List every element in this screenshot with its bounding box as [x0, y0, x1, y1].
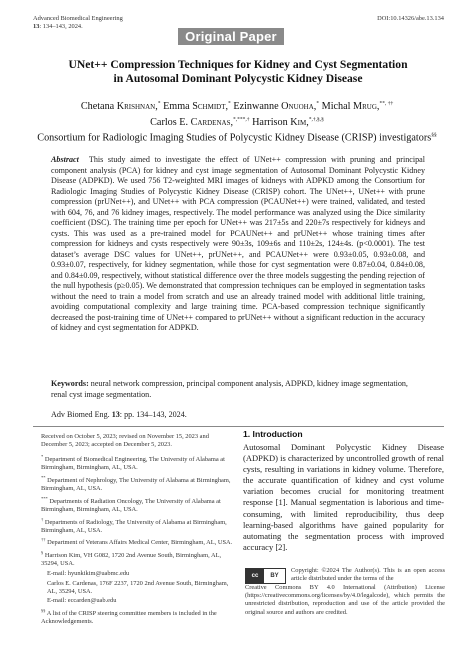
email-kim[interactable]: E-mail: hyunkikim@uabmc.edu: [47, 569, 130, 577]
affiliation: * Department of Biomedical Engineering, The University of Alabama at Birmingham, Birmingham, AL, USA.: [41, 454, 225, 472]
section-heading-introduction: 1. Introduction: [243, 429, 303, 439]
citation: Adv Biomed Eng. 13: pp. 134–143, 2024.: [51, 410, 187, 419]
license-text: Creative Commons BY 4.0 International (Attribution) License (https://creativecommons.org/licenses/by/4.0/legalcode), which permits the unrestricted distribution, reproduction and use of the article provided the original source and authors are credited.: [245, 584, 445, 616]
journal-name: Advanced Biomedical Engineering: [33, 15, 123, 22]
journal-header: [33, 15, 123, 31]
title-line-2: in Autosomal Dominant Polycystic Kidney Disease: [113, 72, 363, 85]
affiliation: †† Department of Veterans Affairs Medical Center, Birmingham, AL, USA.: [41, 537, 233, 547]
author-kim: Harrison Kim,*,†,§,§: [252, 116, 324, 128]
crisp-note: §§ A list of the CRISP steering committee members is included in the Acknowledgements.: [41, 607, 217, 626]
author-list: [30, 98, 444, 144]
received-dates: Received on October 5, 2023; revised on November 15, 2023 and December 5, 2023; accepted on December 5, 2023.: [41, 433, 209, 449]
author-mrug: Michal Mrug,**, ††: [321, 101, 394, 113]
author-consortium: Consortium for Radiologic Imaging Studies of Polycystic Kidney Disease (CRISP) investigators§§: [37, 131, 437, 144]
paper-title: [40, 58, 436, 86]
author-cardenas: Carlos E. Cardenas,*,***,†: [150, 116, 250, 128]
abstract-label: Abstract: [51, 155, 79, 164]
copyright-notice: Copyright: ©2024 The Author(s). This is an open access article distributed under the terms of the: [291, 567, 445, 583]
email-cardenas[interactable]: E-mail: eccarden@uab.edu: [47, 597, 117, 605]
journal-volume-line: [33, 23, 123, 31]
keywords-text: neural network compression, principal component analysis, ADPKD, kidney image segmentation, renal cyst image segmentation.: [51, 379, 408, 399]
journal-volume: 13: [33, 23, 40, 30]
author-line-2: [30, 113, 444, 128]
abstract-text: This study aimed to investigate the effect of UNet++ compression with pruning and principal component analysis (PCA) for kidney and cyst image segmentation of Autosomal Dominant Polycystic Kidney Disease (ADPKD). We used 756 T2-weighted MRI images of kidneys with ADPKD among the Consortium for Radiologic Imaging Studies of Polycystic Kidney Disease (CRISP) cohort. The UNet++, UNet++ with prune compression (prUNet++), and UNet++ with PCA compression (PCAUNet++) were trained, validated, and tested with 604, 76, and 76 kidney images, respectively. The model performance was analyzed using the Dice similarity coefficient (DSC). The training time per epoch for UNet++ was 217±5s and 220±7s respectively for kidneys and cysts. This was used as a pre-trained model for PCAUNet++ and prUNet++ whose training times after compression for kidneys and cysts respectively were 90±3s, 109±6s and 110±2s, 124±4s. (p<0.0001). The test dataset’s average DSC values for UNet++, prUNet++, and PCAUNet++ were 0.93±0.05, 0.93±0.08, and 0.93±0.07, respectively, for kidney segmentation, while those for cyst segmentation were 0.87±0.04, 0.84±0.08, and 0.84±0.09, respectively, without statistical difference over the three models suggesting the pending rejection of the null hypothesis (p≥0.05). We demonstrated that compression techniques can be employed in segmentation tasks without the need to train a model from scratch and use an already trained model with additional little training, avoiding computational complexity and large training time. PCA-based compression technique significantly decreased the post-training time of UNet++ compared to prUNet++ without a significant reduction in the accuracy of kidney and cyst segmentation for ADPKD.: [51, 155, 425, 332]
affiliation: *** Departments of Radiation Oncology, The University of Alabama at Birmingham, Birmingham, AL, USA.: [41, 495, 221, 514]
affiliation-list: [41, 453, 235, 568]
affiliation: † Departments of Radiology, The University of Alabama at Birmingham, Birmingham, AL, USA.: [41, 516, 227, 534]
author-krishnan: Chetana Krishnan,*: [80, 101, 161, 113]
title-line-1: UNet++ Compression Techniques for Kidney and Cyst Segmentation: [68, 58, 408, 71]
keywords: [51, 379, 425, 400]
affiliation: § Harrison Kim, VH G082, 1720 2nd Avenue South, Birmingham, AL, 35294, USA.: [41, 550, 222, 568]
cc-by-license-icon[interactable]: [245, 568, 286, 584]
address-cardenas: Carlos E. Cardenas, 176F 2237, 1720 2nd Avenue South, Birmingham, AL, 35294, USA.: [47, 579, 229, 595]
author-line-1: [30, 98, 444, 113]
affiliation: ** Department of Nephrology, The University of Alabama at Birmingham, Birmingham, AL, USA.: [41, 475, 231, 493]
keywords-label: Keywords:: [51, 379, 89, 388]
divider: [33, 426, 444, 427]
introduction-text: Autosomal Dominant Polycystic Kidney Disease (ADPKD) is characterized by uncontrolled growth of renal cysts, resulting in variations in kidney volume. Therefore, the accurate quantification of kidney and cyst volume variation becomes crucial for monitoring treatment response [1]. Manual segmentation is laborious and time-consuming, with limited reproducibility, thus deep learning-based algorithms have gained popularity for automating the segmentation process with improved accuracy [2].: [243, 442, 444, 552]
by-icon: BY: [270, 573, 279, 579]
cc-icon: cc: [246, 569, 264, 583]
article-type-badge: Original Paper: [178, 28, 284, 45]
author-schmidt: Emma Schmidt,*: [163, 101, 231, 113]
abstract: [51, 155, 425, 334]
doi[interactable]: DOI:10.14326/abe.13.134: [377, 15, 444, 22]
journal-pages: : 134–143, 2024.: [39, 23, 83, 30]
author-onuoha: Ezinwanne Onuoha,*: [233, 101, 320, 113]
footnotes: [41, 433, 235, 628]
